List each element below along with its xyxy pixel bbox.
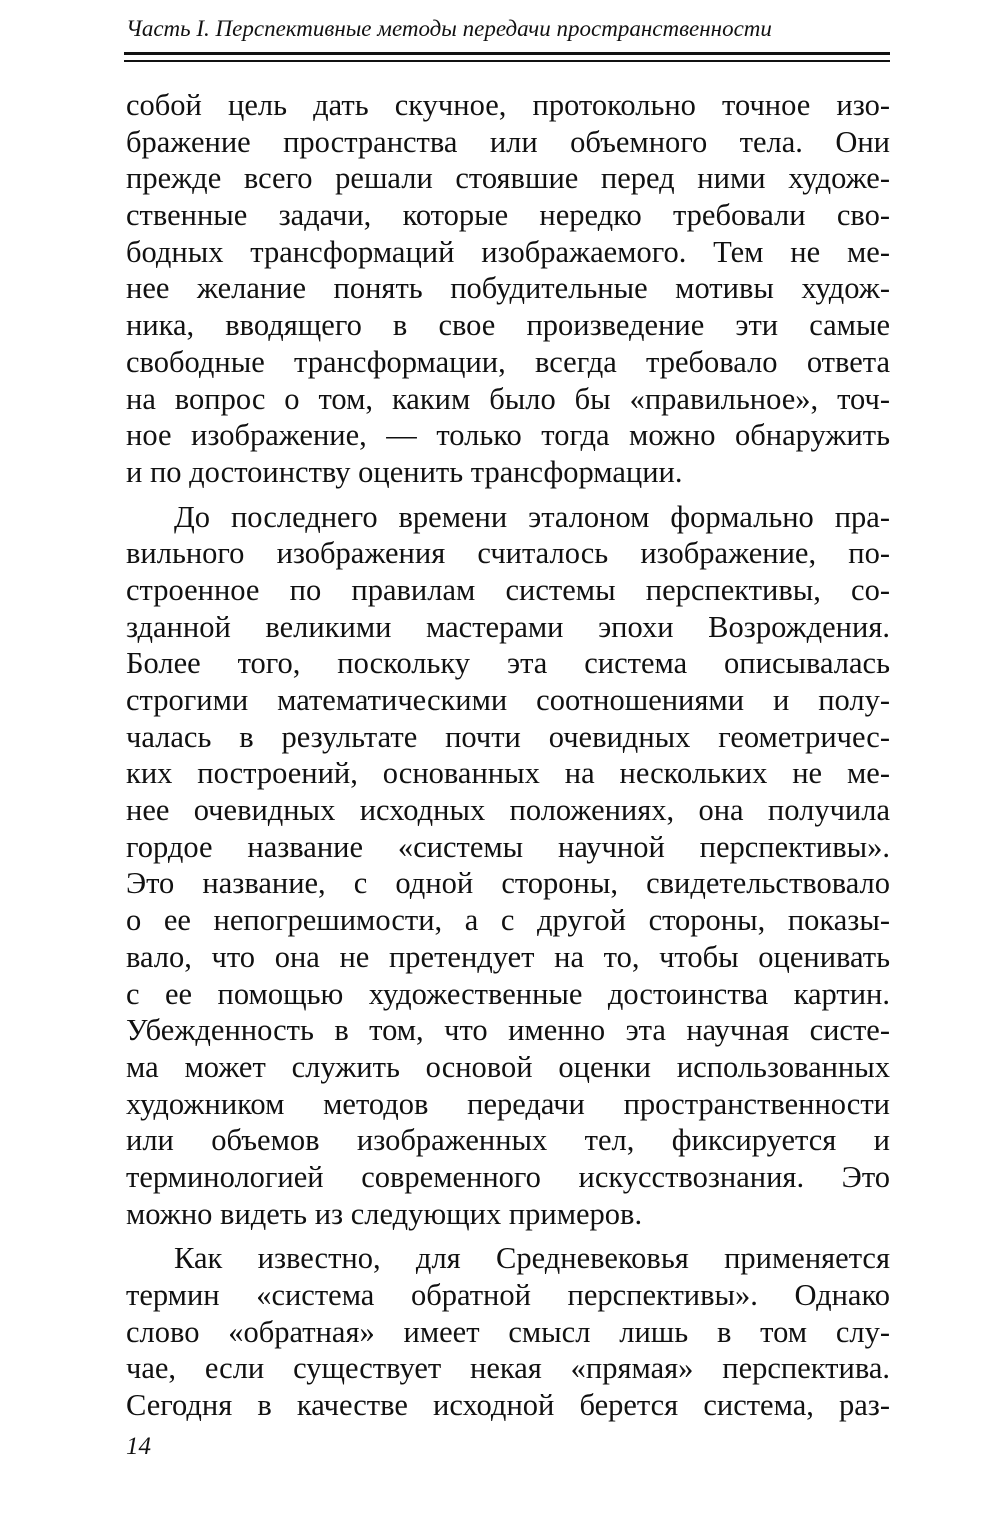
text-line: можно видеть из следующих примеров.: [126, 1196, 643, 1231]
text-line: вало, что она не претендует на то, чтобы оценивать: [126, 939, 890, 974]
text-line: о ее непогрешимости, а с другой стороны, показы-: [126, 903, 890, 938]
text-line: терминологией современного искусствознания. Это: [126, 1159, 890, 1194]
text-line: или объемов изображенных тел, фиксируется и: [126, 1123, 890, 1158]
text-line: ное изображение, — только тогда можно обнаружить: [126, 418, 890, 453]
paragraph-spacing: [126, 491, 890, 499]
text-line: ственные задачи, которые нередко требовали сво-: [126, 198, 890, 233]
text-line: бражение пространства или объемного тела. Они: [126, 124, 890, 159]
text-line: чалась в результате почти очевидных геометричес-: [126, 719, 890, 754]
text-line: зданной великими мастерами эпохи Возрождения.: [126, 609, 890, 644]
paragraph-1: [126, 87, 890, 491]
text-line: ких построений, основанных на нескольких не ме-: [126, 756, 890, 791]
text-line: вильного изображения считалось изображение, по-: [126, 536, 890, 571]
text-line: на вопрос о том, каким было бы «правильное», точ-: [126, 381, 890, 416]
text-line: Убежденность в том, что именно эта научная систе-: [126, 1013, 890, 1048]
text-line: ника, вводящего в свое произведение эти самые: [126, 308, 890, 343]
paragraph-2: [126, 499, 890, 1233]
paragraph-3: [126, 1240, 890, 1423]
text-line: Как известно, для Средневековья применяется: [174, 1241, 890, 1276]
text-line: Это название, с одной стороны, свидетельствовало: [126, 866, 890, 901]
text-line: художником методов передачи пространственности: [126, 1086, 890, 1121]
text-line: строенное по правилам системы перспективы, со-: [126, 572, 890, 607]
text-line: чае, если существует некая «прямая» перспектива.: [126, 1351, 890, 1386]
running-header: Часть I. Перспективные методы передачи пространственности: [126, 16, 772, 41]
text-line: прежде всего решали стоявшие перед ними художе-: [126, 161, 890, 196]
text-line: гордое название «системы научной перспективы».: [126, 829, 890, 864]
text-line: слово «обратная» имеет смысл лишь в том слу-: [126, 1314, 890, 1349]
text-line: ма может служить основой оценки использованных: [126, 1049, 890, 1084]
text-line: и по достоинству оценить трансформации.: [126, 454, 683, 489]
text-line: нее желание понять побудительные мотивы худож-: [126, 271, 890, 306]
text-line: термин «система обратной перспективы». Однако: [126, 1278, 890, 1312]
header-rule-thin: [124, 60, 890, 62]
text-line: с ее помощью художественные достоинства картин.: [126, 976, 890, 1011]
text-line: До последнего времени эталоном формально пра-: [174, 499, 890, 534]
text-line: бодных трансформаций изображаемого. Тем не ме-: [126, 234, 890, 269]
body-text: [126, 87, 890, 1424]
text-line: строгими математическими соотношениями и полу-: [126, 683, 890, 717]
page-number: 14: [126, 1433, 151, 1460]
text-line: свободные трансформации, всегда требовало ответа: [126, 344, 890, 379]
text-line: Более того, поскольку эта система описывалась: [126, 646, 890, 681]
text-line: нее очевидных исходных положениях, она получила: [126, 793, 890, 828]
header-rule-thick: [124, 52, 890, 55]
text-line: собой цель дать скучное, протокольно точное изо-: [126, 88, 890, 122]
text-line: Сегодня в качестве исходной берется система, раз-: [126, 1388, 890, 1423]
paragraph-spacing: [126, 1232, 890, 1240]
